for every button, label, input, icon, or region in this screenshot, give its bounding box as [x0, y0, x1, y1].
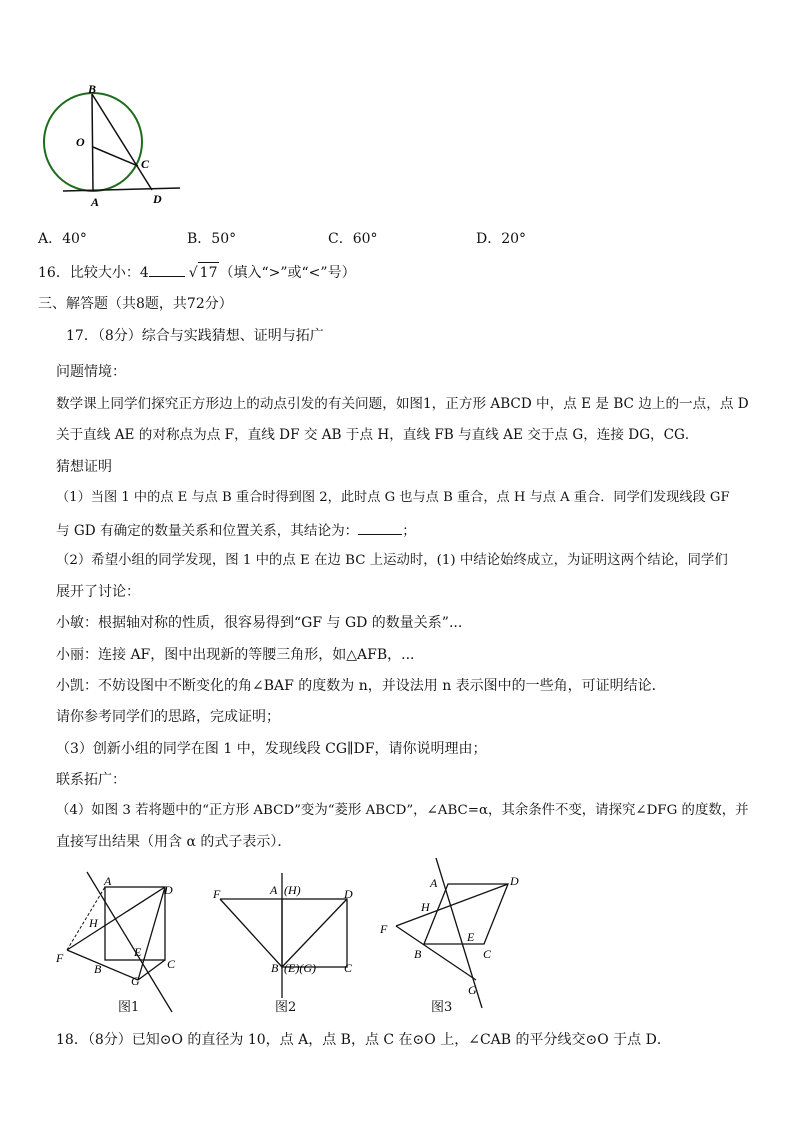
- q17-conjecture-heading: 猜想证明: [56, 459, 112, 475]
- fig1-label-a: A: [104, 874, 112, 888]
- fig3-line-df: [396, 884, 508, 926]
- fig3-line-fg: [396, 926, 476, 980]
- choice-a: A．40°: [38, 231, 87, 247]
- fig3-label-h: H: [421, 900, 430, 914]
- fig1-label-d: D: [164, 883, 173, 897]
- fig3-caption: 图3: [431, 1000, 453, 1015]
- fig2-label-c: C: [344, 961, 353, 975]
- label-o: O: [76, 135, 85, 149]
- fig1-label-b: B: [94, 962, 102, 976]
- fig2-label-b: B: [271, 961, 279, 975]
- fig1-line-fg: [67, 950, 138, 980]
- fig3-label-g: G: [468, 983, 477, 997]
- choice-d: D．20°: [476, 231, 527, 247]
- q17-extension-heading: 联系拓广：: [56, 772, 126, 788]
- label-b: B: [88, 82, 97, 96]
- q17-part2-line2: 展开了讨论：: [56, 584, 140, 600]
- fig1-caption: 图1: [118, 1000, 140, 1015]
- choice-b: B．50°: [187, 231, 237, 247]
- fig2-label-eg: (E)(G): [284, 961, 316, 975]
- fig3-label-a: A: [430, 876, 438, 890]
- figure-3: [376, 856, 526, 1016]
- q17-part2-line1: （2）希望小组的同学发现，图 1 中的点 E 在边 BC 上运动时，(1) 中结论始终成立，为证明这两个结论，同学们: [56, 553, 728, 568]
- fig1-label-c: C: [167, 957, 176, 971]
- q17-header: 17．（8分）综合与实践猜想、证明与拓广: [66, 328, 324, 344]
- q17-part3: （3）创新小组的同学在图 1 中，发现线段 CG∥DF，请你说明理由；: [56, 741, 487, 757]
- q17-part4-line1: （4）如图 3 若将题中的“正方形 ABCD”变为“菱形 ABCD”，∠ABC=α，其余条件不变，请探究∠DFG 的度数，并: [56, 803, 749, 818]
- choice-c: C．60°: [328, 231, 378, 247]
- fig3-label-c: C: [483, 947, 492, 961]
- fig2-line-db: [282, 899, 347, 967]
- q16-radicand: 17: [198, 262, 220, 283]
- label-d: D: [153, 192, 162, 206]
- q17-part4-line2: 直接写出结果（用含 α 的式子表示）．: [56, 834, 292, 850]
- q17-xiaokai: 小凯：不妨设图中不断变化的角∠BAF 的度数为 n，并设法用 n 表示图中的一些角，可证明结论．: [56, 678, 666, 694]
- diameter-ab: [92, 94, 93, 191]
- fig3-label-e: E: [467, 930, 475, 944]
- fig2-line-fb: [220, 899, 282, 967]
- fig1-line-ae: [87, 872, 172, 1012]
- fig2-label-d: D: [344, 887, 353, 901]
- circle-tangent-figure: [30, 80, 190, 210]
- q17-xiaomin: 小敏：根据轴对称的性质，很容易得到“GF 与 GD 的数量关系”...: [56, 615, 463, 631]
- fig1-label-e: E: [134, 945, 142, 959]
- q16-blank: [149, 262, 185, 277]
- q17-part1-line2: [56, 520, 416, 541]
- q17-paragraph-1: 数学课上同学们探究正方形边上的动点引发的有关问题，如图1，正方形 ABCD 中，点 E 是 BC 边上的一点，点 D: [56, 396, 749, 412]
- fig3-label-f: F: [380, 922, 388, 936]
- q16-prefix: 16．比较大小：4: [38, 265, 149, 281]
- fig2-label-h: (H): [284, 883, 301, 897]
- label-c: C: [141, 157, 150, 171]
- fig1-line-dg: [138, 887, 165, 980]
- label-a: A: [91, 195, 100, 209]
- fig1-line-df: [67, 887, 165, 950]
- figure-2: [208, 870, 368, 1000]
- fig3-label-b: B: [414, 947, 422, 961]
- q16-suffix: （填入“>”或“<”号）: [219, 265, 356, 281]
- fig3-label-d: D: [510, 874, 519, 888]
- q17-answer-blank: [358, 520, 402, 535]
- q17-situation-heading: 问题情境：: [56, 364, 126, 380]
- fig1-label-f: F: [56, 951, 64, 965]
- q17-xiaoli: 小丽：连接 AF，图中出现新的等腰三角形，如△AFB，...: [56, 647, 415, 663]
- question-18: 18．（8分）已知⊙O 的直径为 10，点 A，点 B，点 C 在⊙O 上，∠CAB 的平分线交⊙O 于点 D．: [56, 1032, 671, 1048]
- fig1-label-g: G: [131, 974, 140, 988]
- q17-part1-text: 与 GD 有确定的数量关系和位置关系，其结论为：: [56, 523, 359, 539]
- q17-part1-end: ；: [402, 523, 416, 539]
- section-title: 三、解答题（共8题，共72分）: [38, 296, 233, 312]
- fig1-label-h: H: [89, 916, 98, 930]
- question-16: 16．比较大小：4 √ 17 （填入“>”或“<”号）: [38, 262, 356, 283]
- fig2-label-a: A: [270, 883, 278, 897]
- q17-prompt: 请你参考同学们的思路，完成证明；: [56, 709, 280, 725]
- q17-part1-line1: （1）当图 1 中的点 E 与点 B 重合时得到图 2，此时点 G 也与点 B 重合，点 H 与点 A 重合．同学们发现线段 GF: [56, 490, 730, 505]
- fig2-label-f: F: [213, 887, 221, 901]
- q17-paragraph-2: 关于直线 AE 的对称点为点 F，直线 DF 交 AB 于点 H，直线 FB 与直线 AE 交于点 G，连接 DG，CG．: [56, 427, 699, 443]
- fig1-dashed-af: [67, 887, 105, 950]
- fig2-caption: 图2: [275, 1000, 297, 1015]
- fig3-rhombus: [424, 884, 508, 944]
